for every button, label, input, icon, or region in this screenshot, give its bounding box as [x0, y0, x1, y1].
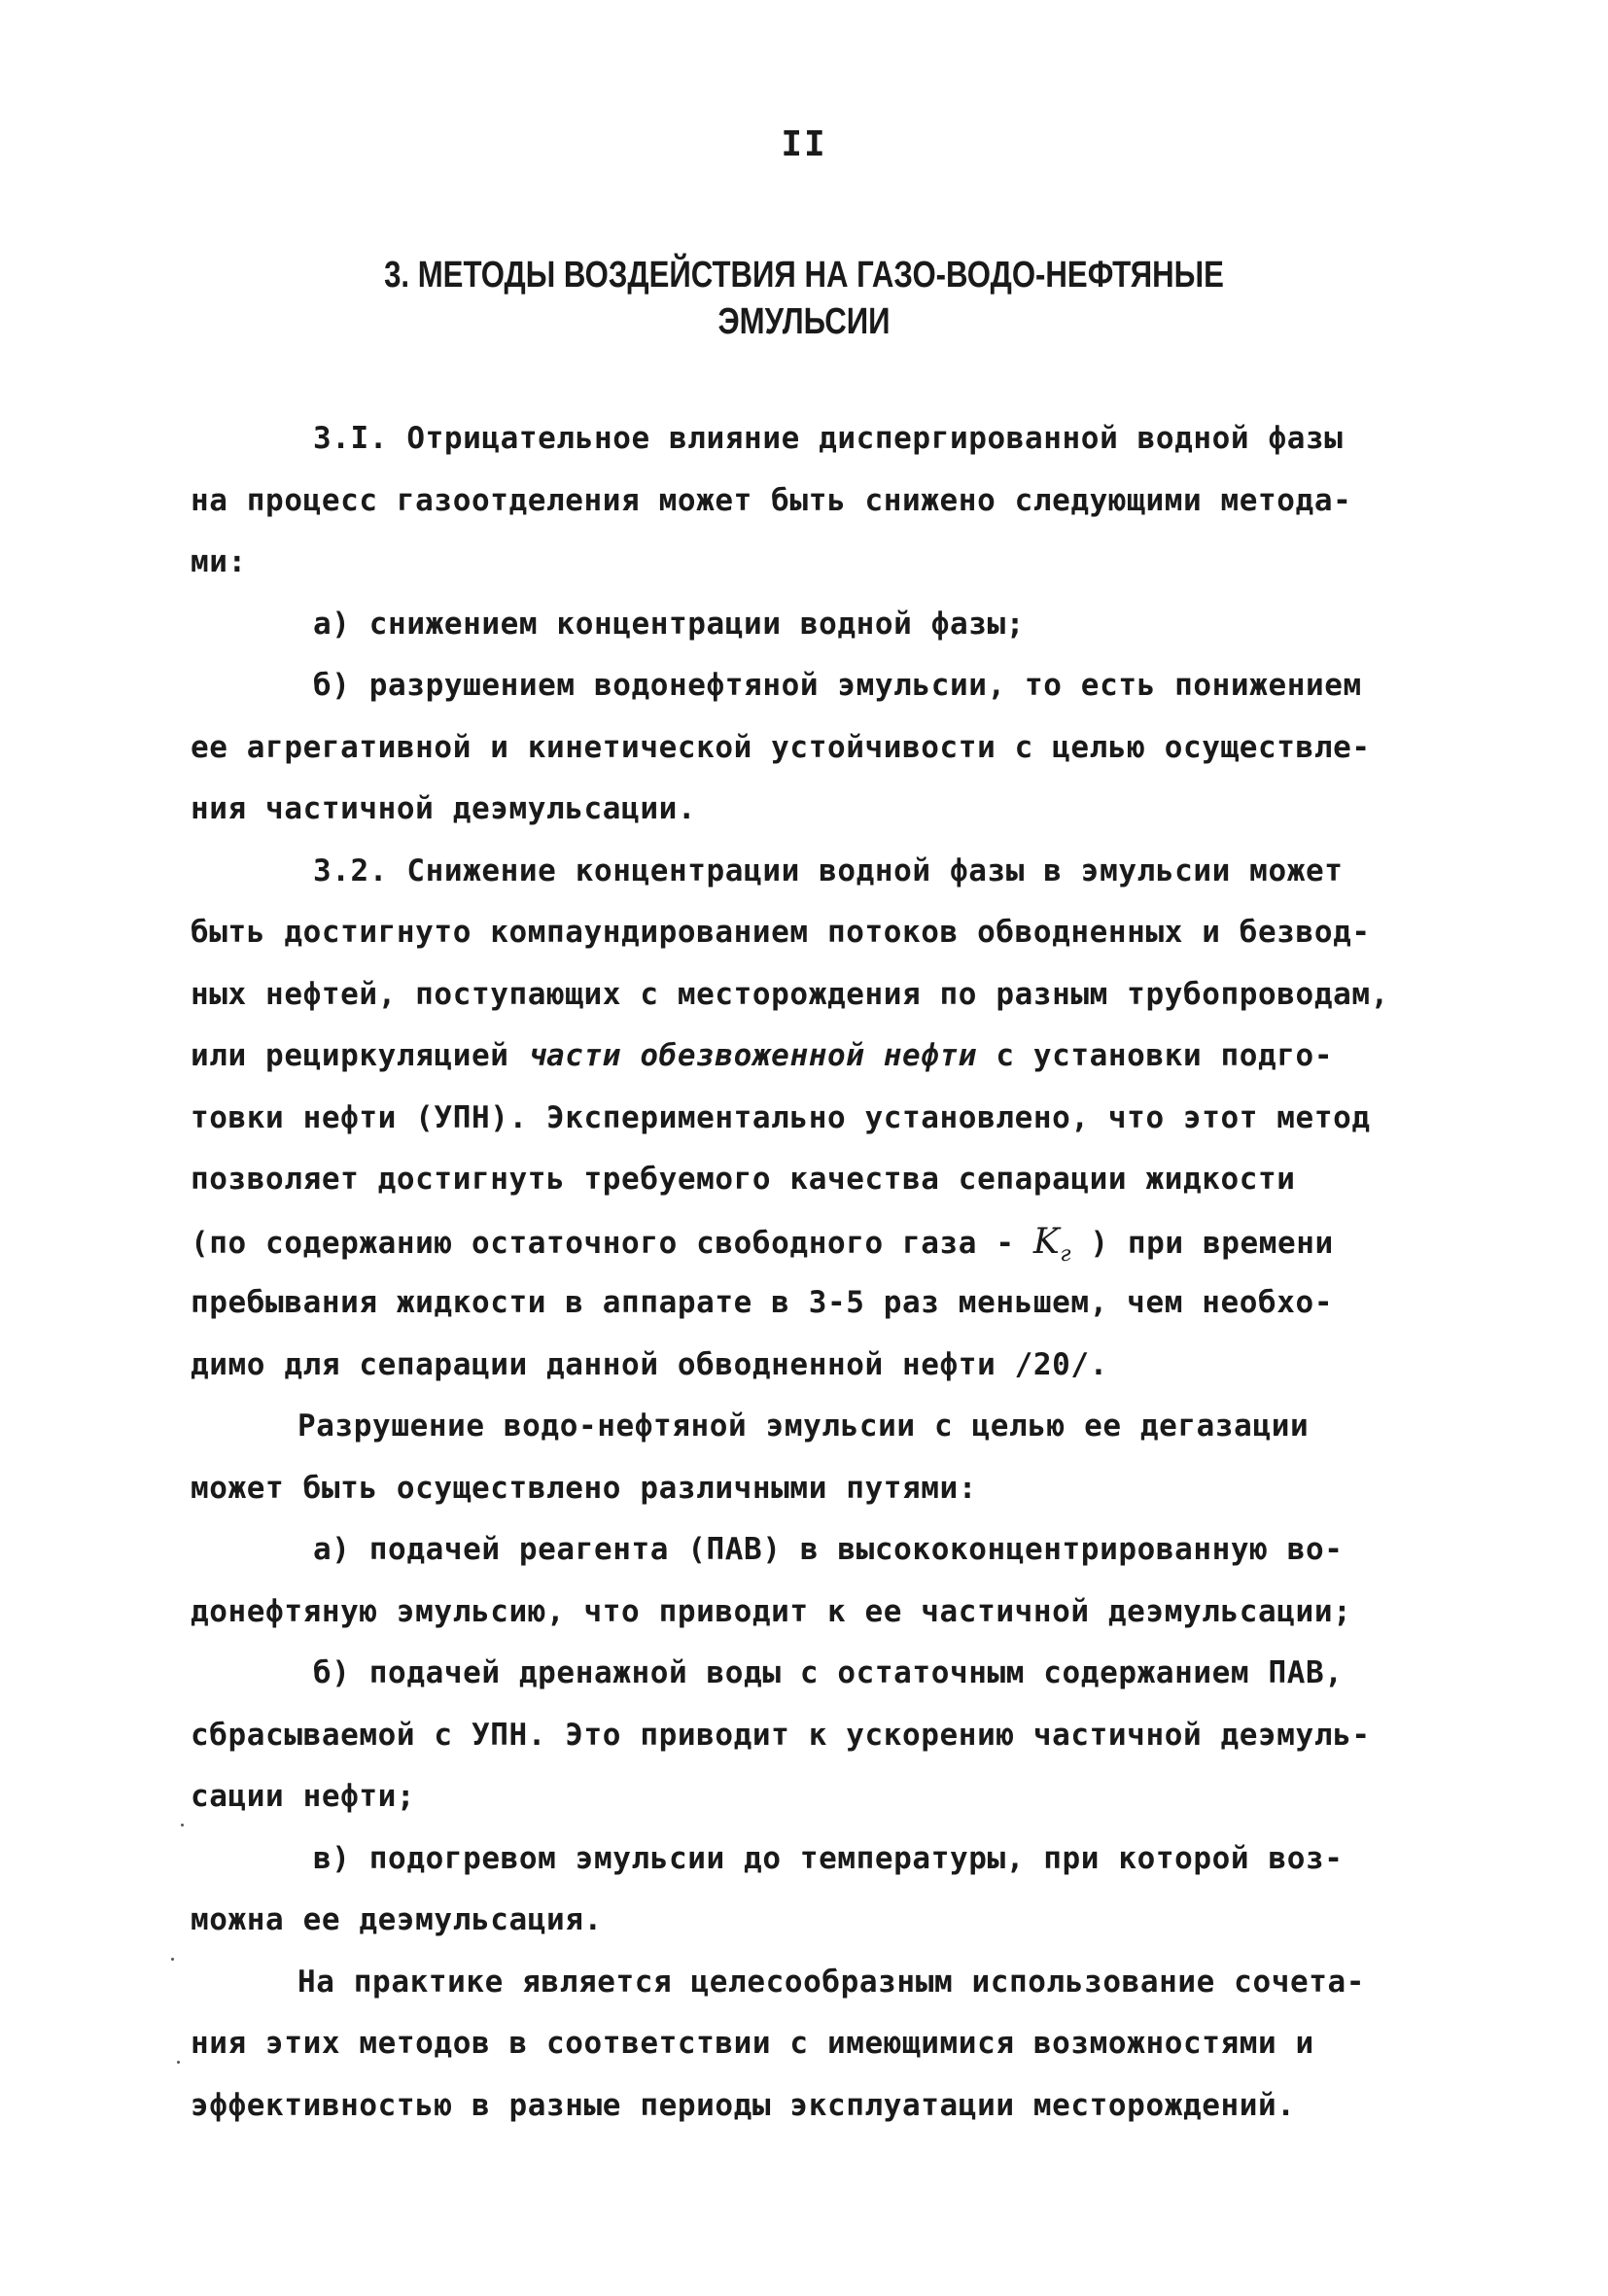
paragraph-3-2-line-7-start: (по содержанию остаточного свободного газа - [191, 1225, 1033, 1261]
scan-speck [171, 1958, 174, 1961]
scan-speck [177, 2061, 180, 2064]
paragraph-3-1-line-1: 3.I. Отрицательное влияние диспергированной водной фазы [313, 421, 1344, 456]
scan-speck [181, 1824, 184, 1826]
page-number: II [781, 124, 827, 164]
paragraph-conclusion-line-2: ния этих методов в соответствии с имеющимися возможностями и [191, 2026, 1314, 2061]
list-item-b-line-2: ее агрегативной и кинетической устойчивости с целью осуществле- [191, 729, 1371, 765]
section-heading-line-2: ЭМУЛЬСИИ [717, 301, 891, 342]
paragraph-3-2-line-4-italic: части обезвоженной нефти [527, 1038, 978, 1073]
method-v-line-2: можна ее деэмульсация. [191, 1902, 603, 1937]
paragraph-destruction-line-2: может быть осуществлено различными путями: [191, 1470, 978, 1506]
list-item-b-line-3: ния частичной деэмульсации. [191, 791, 697, 826]
paragraph-3-2-line-6: позволяет достигнуть требуемого качества сепарации жидкости [191, 1162, 1296, 1197]
paragraph-3-2-line-7 [191, 1211, 1445, 1273]
body-text [191, 408, 1445, 2137]
paragraph-conclusion-line-3: эффективностью в разные периоды эксплуатации месторождений. [191, 2087, 1296, 2123]
section-heading-line-1: 3. МЕТОДЫ ВОЗДЕЙСТВИЯ НА ГАЗО-ВОДО-НЕФТЯНЫЕ [384, 255, 1224, 296]
paragraph-3-2-line-3: ных нефтей, поступающих с месторождения по разным трубопроводам, [191, 976, 1389, 1012]
method-b-line-3: сации нефти; [191, 1779, 416, 1814]
list-item-a-line-1: а) снижением концентрации водной фазы; [313, 606, 1026, 642]
method-b-line-2: сбрасываемой с УПН. Это приводит к ускорению частичной деэмуль- [191, 1717, 1371, 1753]
list-item-b-line-1: б) разрушением водонефтяной эмульсии, то есть понижением [313, 668, 1362, 703]
symbol-k-gas [1032, 1221, 1072, 1267]
paragraph-conclusion-line-1: На практике является целесообразным использование сочета- [297, 1964, 1366, 2000]
paragraph-destruction-line-1: Разрушение водо-нефтяной эмульсии с целью ее дегазации [297, 1409, 1310, 1444]
paragraph-3-2-line-2: быть достигнуто компаундированием потоков обводненных и безвод- [191, 915, 1371, 950]
paragraph-3-1-line-2: на процесс газоотделения может быть снижено следующими метода- [191, 482, 1352, 518]
paragraph-3-2-line-8: пребывания жидкости в аппарате в 3-5 раз меньшем, чем необхо- [191, 1285, 1334, 1320]
method-a-line-2: донефтяную эмульсию, что приводит к ее частичной деэмульсации; [191, 1593, 1352, 1629]
paragraph-3-2-line-9: димо для сепарации данной обводненной нефти /20/. [191, 1346, 1108, 1382]
method-v-line-1: в) подогревом эмульсии до температуры, при которой воз- [313, 1840, 1344, 1876]
symbol-k: K [1032, 1221, 1061, 1262]
paragraph-3-2-line-5: товки нефти (УПН). Экспериментально установлено, что этот метод [191, 1099, 1371, 1135]
paragraph-3-2-line-4-start: или рециркуляцией [191, 1038, 528, 1073]
method-a-line-1: а) подачей реагента (ПАВ) в высококонцентрированную во- [313, 1532, 1344, 1567]
paragraph-3-2-line-7-end: ) при времени [1071, 1225, 1334, 1261]
paragraph-3-2-line-4 [191, 1026, 1445, 1088]
paragraph-3-2-line-4-end: с установки подго- [977, 1038, 1334, 1073]
symbol-k-subscript: г [1060, 1241, 1072, 1267]
paragraph-3-2-line-1: 3.2. Снижение концентрации водной фазы в эмульсии может [313, 852, 1344, 888]
method-b-line-1: б) подачей дренажной воды с остаточным содержанием ПАВ, [313, 1655, 1344, 1690]
paragraph-3-1-line-3: ми: [191, 544, 247, 579]
